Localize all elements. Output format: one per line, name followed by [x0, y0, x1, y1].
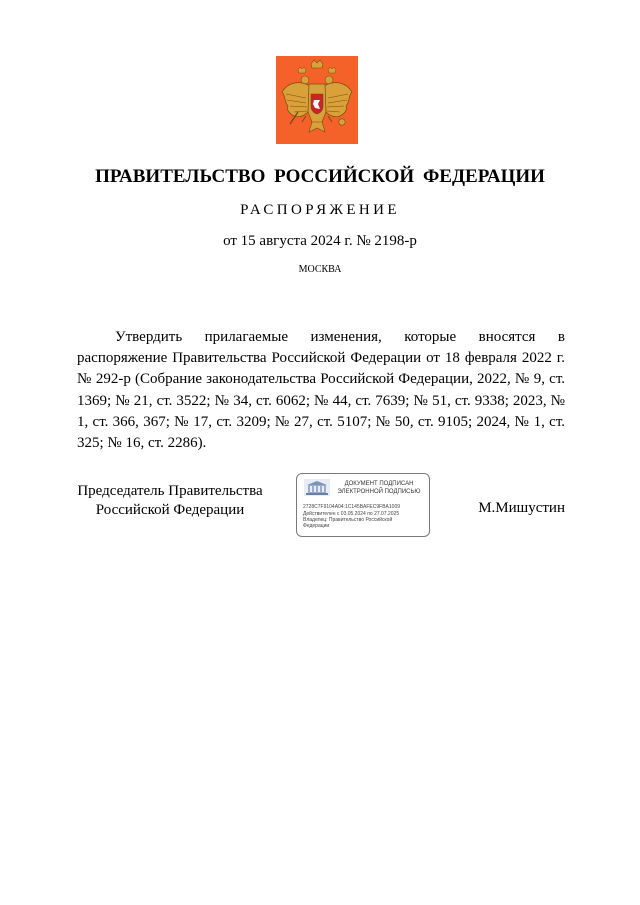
- stamp-header-line-1: ДОКУМЕНТ ПОДПИСАН: [344, 481, 414, 487]
- government-title: ПРАВИТЕЛЬСТВО РОССИЙСКОЙ ФЕДЕРАЦИИ: [95, 166, 545, 187]
- stamp-header-line-2: ЭЛЕКТРОННОЙ ПОДПИСЬЮ: [337, 489, 421, 495]
- stamp-owner-line-1: Владелец: Правительство Российской: [303, 517, 393, 523]
- signer-name: М.Мишустин: [478, 500, 565, 516]
- signer-title-line-2: Российской Федерации: [95, 502, 245, 518]
- signer-title-line-1: Председатель Правительства: [77, 483, 263, 499]
- document-city: МОСКВА: [298, 264, 342, 275]
- stamp-validity: Действителен с 03.05.2024 по 27.07.2025: [303, 511, 400, 517]
- document-type: РАСПОРЯЖЕНИЕ: [240, 202, 400, 218]
- order-paragraph: Утвердить прилагаемые изменения, которые вносятся в распоряжение Правительства Российской Федерации от 18 февраля 2022 г. № 292-р (Собрание законодательства Российской Федерации, 2022, № 9, ст. 1369; № 21, ст. 3522; № 34, ст. 6062; № 44, ст. 7639; № 51, ст. 9338; 2023, № 1, ст. 366, 367; № 17, ст. 3209; № 27, ст. 5107; № 50, ст. 9105; 2024, № 1, ст. 325; № 16, ст. 2286).: [77, 329, 565, 452]
- government-building-icon: [304, 479, 330, 496]
- russian-coat-of-arms-icon: [276, 56, 358, 144]
- electronic-signature-stamp: [296, 473, 430, 537]
- stamp-certificate: 2728C7F9104A04:1C145BAFEC9FBA1009: [303, 504, 401, 510]
- stamp-owner-line-2: Федерации: [303, 523, 330, 529]
- stamp-header: [331, 480, 427, 496]
- signer-title: [70, 482, 270, 520]
- document-date-number: от 15 августа 2024 г. № 2198-р: [223, 233, 417, 249]
